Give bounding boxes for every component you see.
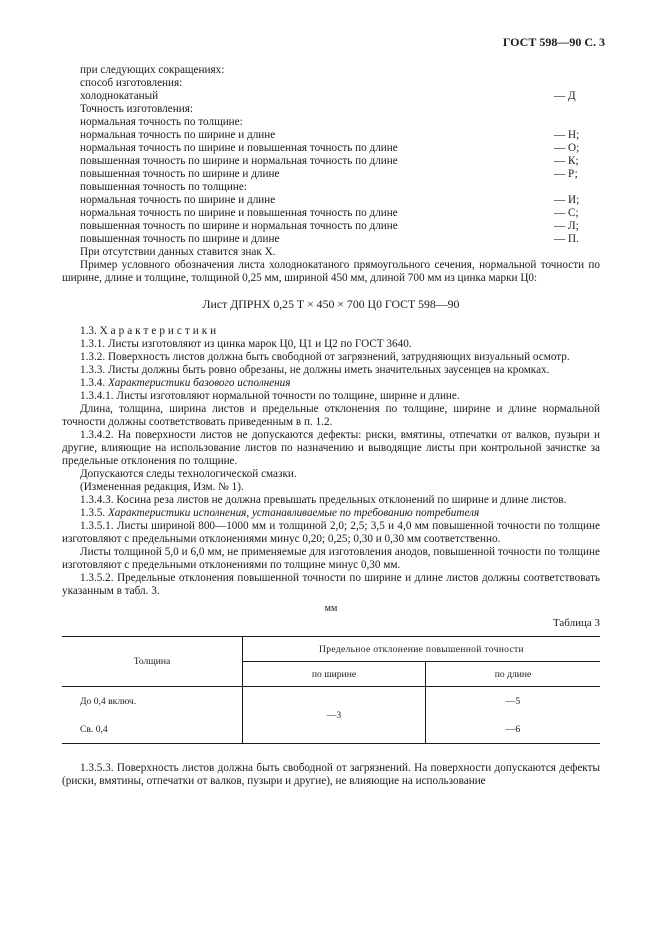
paragraph-1-3-4-2: 1.3.4.2. На поверхности листов не допускаются дефекты: риски, вмятины, отпечатки от валков, пузыри и другие, влияющие на использование листов по назначению и выводящие листы при контрольной зачистке за предельные отклонения по толщине. [62, 429, 600, 467]
abbr-code: — Л; [554, 220, 579, 232]
table-3 [62, 636, 600, 744]
section-number: 1.3.5. [80, 507, 106, 519]
section-1-3-5-heading [62, 507, 600, 520]
accuracy-title: Точность изготовления: [80, 103, 193, 115]
paragraph-1-3-4-2-b: Допускаются следы технологической смазки. [80, 468, 297, 480]
abbr-row [62, 207, 600, 220]
section-number: 1.3. [80, 325, 97, 337]
width-deviation-cell: —3 [243, 687, 426, 744]
group-normal-title: нормальная точность по толщине: [80, 116, 243, 128]
paragraph-1-3-5-2: 1.3.5.2. Предельные отклонения повышенной точности по ширине и длине листов должны соответствовать указанным в табл. 3. [62, 572, 600, 597]
abbr-label: нормальная точность по ширине и длине [80, 194, 276, 206]
abbr-label: повышенная точность по ширине и нормальная точность по длине [80, 155, 398, 167]
col-header-width: по ширине [243, 662, 426, 687]
abbr-label: повышенная точность по ширине и длине [80, 168, 280, 180]
abbr-label: повышенная точность по ширине и длине [80, 233, 280, 245]
abbr-code: — С; [554, 207, 579, 219]
table-caption: Таблица 3 [552, 617, 600, 629]
section-number: 1.3.4. [80, 377, 106, 389]
section-title: Характеристики [99, 325, 220, 337]
abbr-label: повышенная точность по ширине и нормальная точность по длине [80, 220, 398, 232]
paragraph-1-3-5-3: 1.3.5.3. Поверхность листов должна быть свободной от загрязнений. На поверхности допускаются дефекты (риски, вмятины, отпечатки от валков, пузыри и другие), не влияющие на использование [62, 762, 600, 787]
table-units: мм [324, 603, 338, 614]
paragraph-1-3-4-3: 1.3.4.3. Косина реза листов не должна превышать предельных отклонений по ширине и длине листов. [80, 494, 567, 506]
abbr-code: — Р; [554, 168, 578, 180]
paragraph-1-3-5-1: 1.3.5.1. Листы шириной 800—1000 мм и толщиной 2,0; 2,5; 3,5 и 4,0 мм повышенной точности по толщине изготовляют с предельными отклонениями минус 0,20; 0,25; 0,30 и 0,30 мм соответственно. [62, 520, 600, 545]
example-paragraph: Пример условного обозначения листа холоднокатаного прямоугольного сечения, нормальной точности по ширине, длине и толщине, толщиной 0,25 мм, шириной 450 мм, длиной 700 мм из цинка марки Ц0: [62, 259, 600, 284]
abbr-label: холоднокатаный [80, 90, 159, 102]
document-body [62, 64, 600, 788]
paragraph-1-3-5-1-b: Листы толщиной 5,0 и 6,0 мм, не применяемые для изготовления анодов, повышенной точности по толщине изготовляют с предельными отклонениями по толщине минус 0,30 мм. [62, 546, 600, 571]
paragraph-1-3-4-1: 1.3.4.1. Листы изготовляют нормальной точности по толщине, ширине и длине. [80, 390, 460, 402]
intro-line: при следующих сокращениях: [80, 64, 225, 76]
no-data-note: При отсутствии данных ставится знак Х. [80, 246, 276, 258]
abbr-code: — Д [554, 90, 576, 102]
abbr-code: — П. [554, 233, 579, 245]
abbr-row [62, 142, 600, 155]
section-title: Характеристики исполнения, устанавливаемые по требованию потребителя [107, 507, 480, 519]
abbr-row [62, 194, 600, 207]
designation-formula: Лист ДПРНХ 0,25 Т × 450 × 700 Ц0 ГОСТ 598—90 [202, 297, 460, 311]
abbr-row [62, 233, 600, 246]
abbr-row [62, 155, 600, 168]
paragraph-1-3-4-1-b: Длина, толщина, ширина листов и предельные отклонения по толщине, ширине и длине нормальной точности должны соответствовать приведенным в п. 1.2. [62, 403, 600, 428]
section-1-3-heading [62, 325, 600, 338]
paragraph-1-3-3: 1.3.3. Листы должны быть ровно обрезаны, не должны иметь значительных заусенцев на кромках. [80, 364, 550, 376]
abbr-code: — О; [554, 142, 580, 154]
table-row [62, 687, 600, 716]
col-header-thickness: Толщина [62, 637, 243, 687]
abbr-row [62, 220, 600, 233]
length-deviation-cell: —6 [426, 715, 601, 744]
abbr-code: — Н; [554, 129, 580, 141]
section-1-3-4-heading [62, 377, 600, 390]
row-label: Св. 0,4 [62, 715, 243, 744]
abbr-row [62, 168, 600, 181]
length-deviation-cell: —5 [505, 695, 521, 707]
col-header-length: по длине [494, 668, 532, 680]
abbr-label: нормальная точность по ширине и повышенная точность по длине [80, 207, 398, 219]
page-header: ГОСТ 598—90 С. 3 [502, 35, 605, 49]
abbr-label: нормальная точность по ширине и повышенная точность по длине [80, 142, 398, 154]
abbr-row [62, 129, 600, 142]
abbr-row [62, 90, 600, 103]
abbr-code: — И; [554, 194, 580, 206]
paragraph-1-3-2: 1.3.2. Поверхность листов должна быть свободной от загрязнений, затрудняющих визуальный осмотр. [80, 351, 570, 363]
section-title: Характеристики базового исполнения [107, 377, 291, 389]
abbr-code: — К; [554, 155, 579, 167]
paragraph-1-3-1: 1.3.1. Листы изготовляют из цинка марок Ц0, Ц1 и Ц2 по ГОСТ 3640. [80, 338, 412, 350]
col-header-group: Предельное отклонение повышенной точности [243, 637, 601, 662]
amendment-note: (Измененная редакция, Изм. № 1). [80, 481, 244, 493]
abbr-label: нормальная точность по ширине и длине [80, 129, 276, 141]
method-title: способ изготовления: [80, 77, 183, 89]
group-high-title: повышенная точность по толщине: [80, 181, 247, 193]
row-label: До 0,4 включ. [62, 687, 243, 716]
